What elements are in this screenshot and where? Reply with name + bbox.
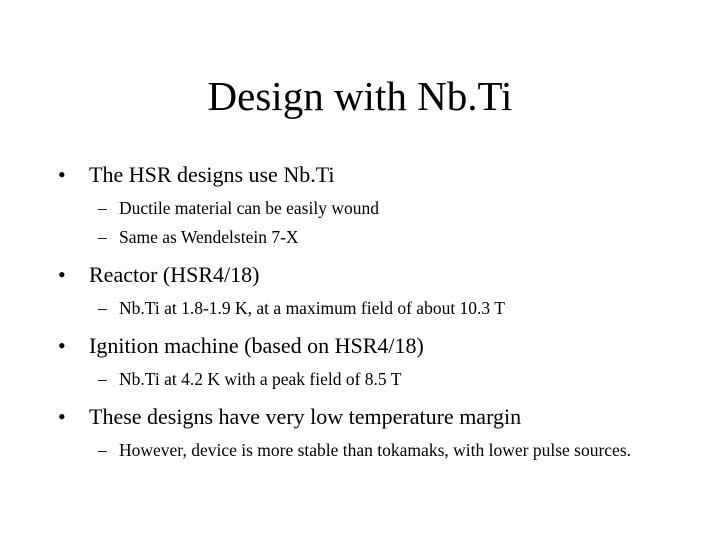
bullet-2-sub-1 <box>58 298 658 319</box>
bullet-1-text: The HSR designs use Nb.Ti <box>89 162 335 187</box>
bullet-4-sub-1-text: However, device is more stable than tokamaks, with lower pulse sources. <box>119 440 632 460</box>
dash-icon: – <box>98 440 107 460</box>
dash-icon: – <box>98 369 107 389</box>
bullet-dot-icon: • <box>58 404 66 429</box>
bullet-1-sub-2 <box>58 227 658 248</box>
slide-title: Design with Nb.Ti <box>207 73 513 119</box>
slide-body <box>58 160 658 461</box>
bullet-3-sub-1 <box>58 369 658 390</box>
bullet-2 <box>58 260 658 290</box>
bullet-4-sub-1 <box>58 440 639 461</box>
dash-icon: – <box>98 198 107 218</box>
bullet-4-text: These designs have very low temperature margin <box>89 404 522 429</box>
bullet-1-sub-2-text: Same as Wendelstein 7-X <box>119 227 299 247</box>
bullet-3 <box>58 331 658 361</box>
bullet-dot-icon: • <box>58 333 66 358</box>
bullet-4 <box>58 402 658 432</box>
bullet-1 <box>58 160 658 190</box>
bullet-2-text: Reactor (HSR4/18) <box>89 262 260 287</box>
bullet-1-sub-1-text: Ductile material can be easily wound <box>119 198 379 218</box>
dash-icon: – <box>98 298 107 318</box>
bullet-2-sub-1-text: Nb.Ti at 1.8-1.9 K, at a maximum field of about 10.3 T <box>119 298 505 318</box>
bullet-dot-icon: • <box>58 162 66 187</box>
dash-icon: – <box>98 227 107 247</box>
bullet-3-text: Ignition machine (based on HSR4/18) <box>89 333 424 358</box>
bullet-dot-icon: • <box>58 262 66 287</box>
bullet-1-sub-1 <box>58 198 658 219</box>
bullet-3-sub-1-text: Nb.Ti at 4.2 K with a peak field of 8.5 T <box>119 369 402 389</box>
